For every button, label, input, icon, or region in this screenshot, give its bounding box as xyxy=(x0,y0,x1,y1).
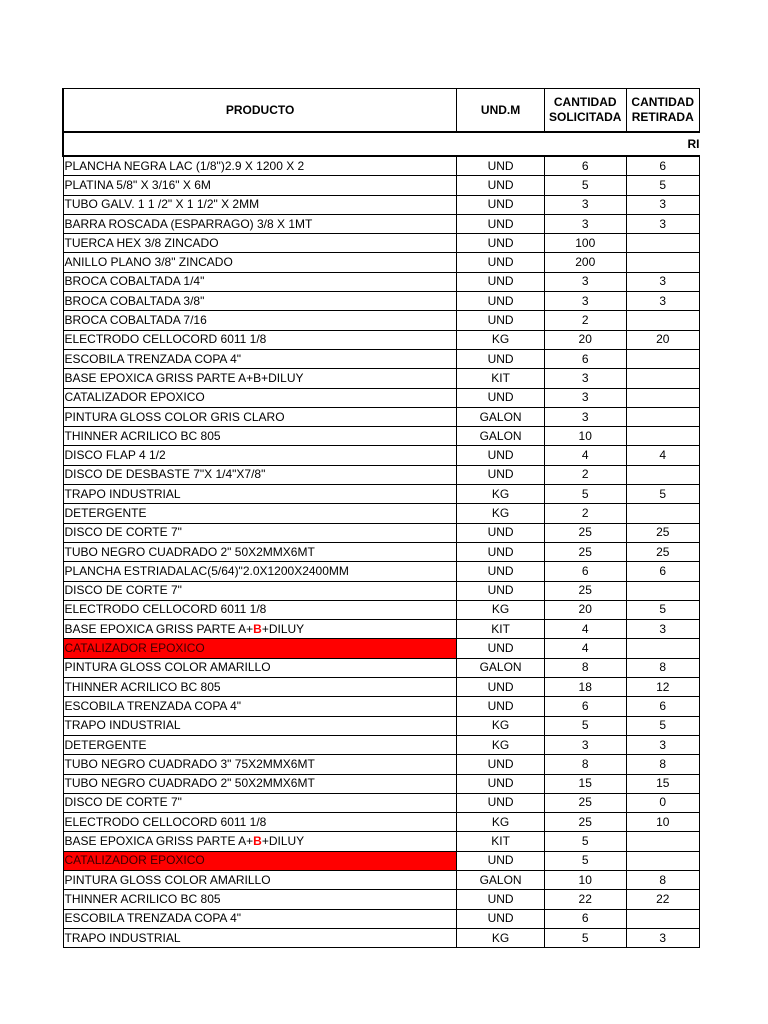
header-cantidad-solicitada-line1: CANTIDAD xyxy=(553,95,617,109)
cell-cantidad-retirada[interactable]: 3 xyxy=(626,292,699,311)
cell-und[interactable]: UND xyxy=(457,639,545,658)
cell-cantidad-solicitada[interactable]: 3 xyxy=(544,369,626,388)
table-row xyxy=(63,890,700,909)
cell-cantidad-solicitada[interactable]: 18 xyxy=(544,678,626,697)
cell-cantidad-retirada[interactable] xyxy=(626,388,699,407)
cell-cantidad-solicitada[interactable]: 8 xyxy=(544,755,626,774)
table-row xyxy=(63,600,700,619)
cell-cantidad-solicitada[interactable]: 5 xyxy=(544,176,626,195)
cell-cantidad-solicitada[interactable]: 3 xyxy=(544,292,626,311)
cell-und[interactable]: KIT xyxy=(457,369,545,388)
cell-cantidad-retirada[interactable] xyxy=(626,349,699,368)
cell-cantidad-solicitada[interactable]: 200 xyxy=(544,253,626,272)
cell-producto[interactable]: BROCA COBALTADA 1/4" xyxy=(63,272,457,291)
cell-cantidad-retirada[interactable]: 5 xyxy=(626,176,699,195)
cell-cantidad-solicitada[interactable]: 6 xyxy=(544,349,626,368)
cell-cantidad-retirada[interactable]: 0 xyxy=(626,793,699,812)
cell-und[interactable]: KG xyxy=(457,735,545,754)
cell-cantidad-retirada[interactable]: 6 xyxy=(626,156,699,176)
cell-cantidad-retirada[interactable]: 6 xyxy=(626,562,699,581)
table-row xyxy=(63,697,700,716)
cell-cantidad-solicitada[interactable]: 6 xyxy=(544,909,626,928)
cell-cantidad-retirada[interactable] xyxy=(626,311,699,330)
table-row xyxy=(63,272,700,291)
cell-cantidad-retirada[interactable]: 22 xyxy=(626,890,699,909)
cell-und[interactable]: UND xyxy=(457,311,545,330)
table-row xyxy=(63,562,700,581)
table-row xyxy=(63,369,700,388)
cell-cantidad-retirada[interactable]: 20 xyxy=(626,330,699,349)
cell-cantidad-retirada[interactable] xyxy=(626,581,699,600)
cell-cantidad-solicitada[interactable]: 20 xyxy=(544,330,626,349)
cell-cantidad-retirada[interactable]: 4 xyxy=(626,446,699,465)
table-row xyxy=(63,349,700,368)
cell-und[interactable]: GALON xyxy=(457,427,545,446)
cell-producto[interactable]: BROCA COBALTADA 7/16 xyxy=(63,311,457,330)
cell-producto[interactable]: THINNER ACRILICO BC 805 xyxy=(63,890,457,909)
cell-producto[interactable]: ESCOBILA TRENZADA COPA 4" xyxy=(63,349,457,368)
cell-cantidad-solicitada[interactable]: 25 xyxy=(544,793,626,812)
cell-und[interactable]: UND xyxy=(457,234,545,253)
cell-cantidad-solicitada[interactable]: 6 xyxy=(544,156,626,176)
cell-producto[interactable]: CATALIZADOR EPOXICO xyxy=(63,388,457,407)
cell-producto[interactable]: TUBO NEGRO CUADRADO 3" 75X2MMX6MT xyxy=(63,755,457,774)
table-row xyxy=(63,716,700,735)
cell-und[interactable]: KIT xyxy=(457,620,545,639)
table-row xyxy=(63,234,700,253)
cell-producto[interactable]: DISCO DE CORTE 7" xyxy=(63,523,457,542)
cell-cantidad-retirada[interactable] xyxy=(626,234,699,253)
cell-und[interactable]: KIT xyxy=(457,832,545,851)
cell-cantidad-retirada[interactable] xyxy=(626,504,699,523)
cell-producto[interactable]: DISCO DE DESBASTE 7"X 1/4"X7/8" xyxy=(63,465,457,484)
table-row xyxy=(63,639,700,658)
table-row xyxy=(63,755,700,774)
highlighted-letter: B xyxy=(253,621,262,636)
cell-cantidad-solicitada[interactable]: 4 xyxy=(544,620,626,639)
cell-und[interactable]: KG xyxy=(457,716,545,735)
table-row xyxy=(63,581,700,600)
table-row xyxy=(63,388,700,407)
cell-cantidad-solicitada[interactable]: 25 xyxy=(544,523,626,542)
cell-producto[interactable]: BASE EPOXICA GRISS PARTE A+B+DILUY xyxy=(63,832,457,851)
cell-und[interactable]: UND xyxy=(457,446,545,465)
table-row xyxy=(63,909,700,928)
table-row xyxy=(63,774,700,793)
cell-und[interactable]: UND xyxy=(457,176,545,195)
cell-und[interactable]: UND xyxy=(457,542,545,561)
cell-cantidad-solicitada[interactable]: 4 xyxy=(544,639,626,658)
table-row xyxy=(63,427,700,446)
cell-cantidad-retirada[interactable] xyxy=(626,407,699,426)
cell-producto[interactable]: PINTURA GLOSS COLOR AMARILLO xyxy=(63,870,457,889)
table-row xyxy=(63,658,700,677)
header-cantidad-solicitada-line2: SOLICITADA xyxy=(549,110,622,124)
cell-und[interactable]: UND xyxy=(457,214,545,233)
cell-und[interactable]: UND xyxy=(457,793,545,812)
table-row xyxy=(63,214,700,233)
cell-und[interactable]: UND xyxy=(457,272,545,291)
cell-producto[interactable]: BROCA COBALTADA 3/8" xyxy=(63,292,457,311)
cell-cantidad-solicitada[interactable]: 5 xyxy=(544,485,626,504)
cell-producto[interactable]: TUBO GALV. 1 1 /2" X 1 1/2" X 2MM xyxy=(63,195,457,214)
banner-blank xyxy=(63,132,626,156)
cell-cantidad-solicitada[interactable]: 3 xyxy=(544,272,626,291)
cell-cantidad-solicitada[interactable]: 3 xyxy=(544,388,626,407)
cell-producto[interactable]: ELECTRODO CELLOCORD 6011 1/8 xyxy=(63,600,457,619)
cell-cantidad-retirada[interactable]: 8 xyxy=(626,755,699,774)
cell-cantidad-retirada[interactable]: 3 xyxy=(626,620,699,639)
cell-cantidad-solicitada[interactable]: 25 xyxy=(544,581,626,600)
header-cantidad-retirada-line2: RETIRADA xyxy=(631,110,694,124)
cell-und[interactable]: UND xyxy=(457,349,545,368)
cell-cantidad-solicitada[interactable]: 25 xyxy=(544,813,626,832)
header-cantidad-solicitada xyxy=(544,89,626,133)
cell-cantidad-solicitada[interactable]: 10 xyxy=(544,870,626,889)
cell-producto[interactable]: CATALIZADOR EPOXICO xyxy=(63,851,457,870)
cell-und[interactable]: UND xyxy=(457,195,545,214)
table-row xyxy=(63,446,700,465)
cell-cantidad-solicitada[interactable]: 5 xyxy=(544,832,626,851)
cell-cantidad-retirada[interactable]: 8 xyxy=(626,658,699,677)
cell-producto[interactable]: TUBO NEGRO CUADRADO 2" 50X2MMX6MT xyxy=(63,542,457,561)
cell-und[interactable]: UND xyxy=(457,890,545,909)
highlighted-letter: B xyxy=(253,834,262,849)
cell-cantidad-retirada[interactable]: 6 xyxy=(626,697,699,716)
cell-producto[interactable]: TRAPO INDUSTRIAL xyxy=(63,928,457,947)
cell-cantidad-retirada[interactable]: 3 xyxy=(626,928,699,947)
table-row xyxy=(63,735,700,754)
cell-producto[interactable]: CATALIZADOR EPOXICO xyxy=(63,639,457,658)
cell-cantidad-solicitada[interactable]: 20 xyxy=(544,600,626,619)
table-row xyxy=(63,851,700,870)
cell-producto[interactable]: THINNER ACRILICO BC 805 xyxy=(63,427,457,446)
cell-cantidad-retirada[interactable] xyxy=(626,832,699,851)
cell-und[interactable]: GALON xyxy=(457,407,545,426)
cell-cantidad-retirada[interactable]: 3 xyxy=(626,735,699,754)
header-producto: PRODUCTO xyxy=(63,89,457,133)
table-row xyxy=(63,292,700,311)
table-row xyxy=(63,330,700,349)
cell-und[interactable]: KG xyxy=(457,504,545,523)
cell-cantidad-solicitada[interactable]: 22 xyxy=(544,890,626,909)
cell-producto[interactable]: PLATINA 5/8" X 3/16" X 6M xyxy=(63,176,457,195)
cell-und[interactable]: GALON xyxy=(457,870,545,889)
header-und: UND.M xyxy=(457,89,545,133)
table-row xyxy=(63,465,700,484)
cell-und[interactable]: KG xyxy=(457,928,545,947)
cell-und[interactable]: UND xyxy=(457,292,545,311)
table-row xyxy=(63,832,700,851)
cell-cantidad-solicitada[interactable]: 5 xyxy=(544,716,626,735)
cell-und[interactable]: UND xyxy=(457,774,545,793)
cell-und[interactable]: UND xyxy=(457,388,545,407)
cell-producto[interactable]: TRAPO INDUSTRIAL xyxy=(63,716,457,735)
table-header xyxy=(63,89,700,133)
table-row xyxy=(63,542,700,561)
banner-row xyxy=(63,132,700,156)
cell-producto[interactable]: DISCO DE CORTE 7" xyxy=(63,581,457,600)
table-row xyxy=(63,678,700,697)
table-row xyxy=(63,620,700,639)
cell-und[interactable]: UND xyxy=(457,581,545,600)
cell-cantidad-retirada[interactable] xyxy=(626,427,699,446)
cell-cantidad-retirada[interactable]: 5 xyxy=(626,716,699,735)
cell-und[interactable]: UND xyxy=(457,697,545,716)
table-body xyxy=(63,156,700,948)
cell-cantidad-retirada[interactable]: 25 xyxy=(626,542,699,561)
cell-und[interactable]: KG xyxy=(457,813,545,832)
cell-producto[interactable]: TRAPO INDUSTRIAL xyxy=(63,485,457,504)
header-cantidad-retirada-line1: CANTIDAD xyxy=(631,95,695,109)
cell-producto[interactable]: DISCO FLAP 4 1/2 xyxy=(63,446,457,465)
cell-producto[interactable]: PLANCHA NEGRA LAC (1/8")2.9 X 1200 X 2 xyxy=(63,156,457,176)
table-row xyxy=(63,156,700,176)
cell-cantidad-retirada[interactable]: 3 xyxy=(626,272,699,291)
table-row xyxy=(63,176,700,195)
cell-producto[interactable]: PINTURA GLOSS COLOR GRIS CLARO xyxy=(63,407,457,426)
cell-und[interactable]: UND xyxy=(457,909,545,928)
spreadsheet xyxy=(62,88,768,946)
cell-cantidad-solicitada[interactable]: 3 xyxy=(544,407,626,426)
header-cantidad-retirada xyxy=(626,89,699,133)
table-row xyxy=(63,253,700,272)
cell-producto[interactable]: BARRA ROSCADA (ESPARRAGO) 3/8 X 1MT xyxy=(63,214,457,233)
cell-cantidad-retirada[interactable]: 15 xyxy=(626,774,699,793)
cell-producto[interactable]: ELECTRODO CELLOCORD 6011 1/8 xyxy=(63,330,457,349)
table-row xyxy=(63,928,700,947)
cell-cantidad-solicitada[interactable]: 15 xyxy=(544,774,626,793)
cell-producto[interactable]: THINNER ACRILICO BC 805 xyxy=(63,678,457,697)
materials-table xyxy=(62,88,700,948)
cell-cantidad-solicitada[interactable]: 8 xyxy=(544,658,626,677)
table-row xyxy=(63,407,700,426)
cell-cantidad-solicitada[interactable]: 3 xyxy=(544,195,626,214)
cell-producto[interactable]: BASE EPOXICA GRISS PARTE A+B+DILUY xyxy=(63,620,457,639)
cell-cantidad-solicitada[interactable]: 4 xyxy=(544,446,626,465)
cell-und[interactable]: KG xyxy=(457,485,545,504)
cell-producto[interactable]: PINTURA GLOSS COLOR AMARILLO xyxy=(63,658,457,677)
table-row xyxy=(63,195,700,214)
cell-producto[interactable]: DETERGENTE xyxy=(63,504,457,523)
cell-cantidad-solicitada[interactable]: 2 xyxy=(544,465,626,484)
cell-cantidad-retirada[interactable]: 3 xyxy=(626,195,699,214)
cell-und[interactable]: UND xyxy=(457,755,545,774)
cell-cantidad-retirada[interactable]: 10 xyxy=(626,813,699,832)
cell-und[interactable]: UND xyxy=(457,156,545,176)
cell-und[interactable]: UND xyxy=(457,851,545,870)
cell-cantidad-solicitada[interactable]: 10 xyxy=(544,427,626,446)
table-row xyxy=(63,523,700,542)
cell-cantidad-solicitada[interactable]: 2 xyxy=(544,504,626,523)
cell-und[interactable]: UND xyxy=(457,562,545,581)
cell-producto[interactable]: DISCO DE CORTE 7" xyxy=(63,793,457,812)
cell-cantidad-retirada[interactable]: 8 xyxy=(626,870,699,889)
cell-cantidad-solicitada[interactable]: 6 xyxy=(544,562,626,581)
cell-cantidad-retirada[interactable]: 25 xyxy=(626,523,699,542)
cell-producto[interactable]: DETERGENTE xyxy=(63,735,457,754)
cell-und[interactable]: UND xyxy=(457,253,545,272)
cell-cantidad-retirada[interactable]: 5 xyxy=(626,600,699,619)
cell-cantidad-solicitada[interactable]: 25 xyxy=(544,542,626,561)
cell-cantidad-solicitada[interactable]: 3 xyxy=(544,735,626,754)
cell-cantidad-solicitada[interactable]: 3 xyxy=(544,214,626,233)
cell-cantidad-solicitada[interactable]: 100 xyxy=(544,234,626,253)
cell-und[interactable]: UND xyxy=(457,678,545,697)
cell-producto[interactable]: BASE EPOXICA GRISS PARTE A+B+DILUY xyxy=(63,369,457,388)
cell-cantidad-solicitada[interactable]: 5 xyxy=(544,928,626,947)
table-row xyxy=(63,311,700,330)
cell-und[interactable]: GALON xyxy=(457,658,545,677)
cell-producto[interactable]: ELECTRODO CELLOCORD 6011 1/8 xyxy=(63,813,457,832)
cell-und[interactable]: UND xyxy=(457,523,545,542)
cell-und[interactable]: KG xyxy=(457,600,545,619)
table-row xyxy=(63,870,700,889)
cell-cantidad-solicitada[interactable]: 6 xyxy=(544,697,626,716)
cell-cantidad-retirada[interactable] xyxy=(626,639,699,658)
cell-cantidad-solicitada[interactable]: 5 xyxy=(544,851,626,870)
cell-cantidad-retirada[interactable]: 3 xyxy=(626,214,699,233)
cell-cantidad-retirada[interactable] xyxy=(626,369,699,388)
cell-cantidad-solicitada[interactable]: 2 xyxy=(544,311,626,330)
cell-und[interactable]: UND xyxy=(457,465,545,484)
cell-cantidad-retirada[interactable] xyxy=(626,851,699,870)
cell-cantidad-retirada[interactable] xyxy=(626,909,699,928)
cell-cantidad-retirada[interactable] xyxy=(626,253,699,272)
cell-cantidad-retirada[interactable]: 5 xyxy=(626,485,699,504)
table-row xyxy=(63,504,700,523)
table-row xyxy=(63,813,700,832)
cell-producto[interactable]: ANILLO PLANO 3/8" ZINCADO xyxy=(63,253,457,272)
cell-cantidad-retirada[interactable] xyxy=(626,465,699,484)
cell-und[interactable]: KG xyxy=(457,330,545,349)
cell-cantidad-retirada[interactable]: 12 xyxy=(626,678,699,697)
table-row xyxy=(63,485,700,504)
cell-producto[interactable]: TUBO NEGRO CUADRADO 2" 50X2MMX6MT xyxy=(63,774,457,793)
cell-producto[interactable]: ESCOBILA TRENZADA COPA 4" xyxy=(63,697,457,716)
table-row xyxy=(63,793,700,812)
cell-producto[interactable]: ESCOBILA TRENZADA COPA 4" xyxy=(63,909,457,928)
cell-producto[interactable]: PLANCHA ESTRIADALAC(5/64)"2.0X1200X2400MM xyxy=(63,562,457,581)
banner-title: RI xyxy=(626,132,699,156)
cell-producto[interactable]: TUERCA HEX 3/8 ZINCADO xyxy=(63,234,457,253)
